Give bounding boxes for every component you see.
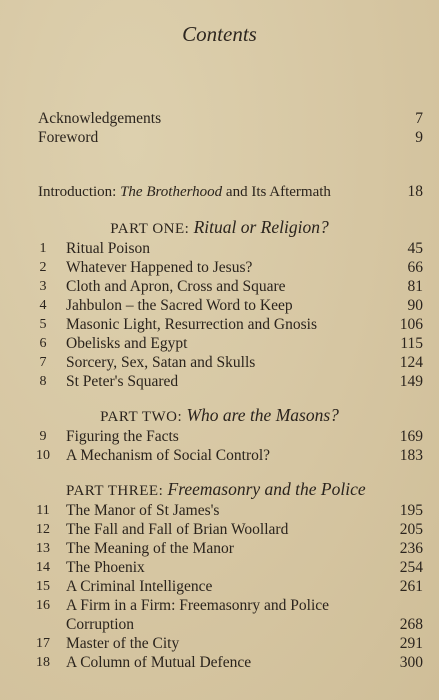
part-label: PART TWO:: [100, 409, 187, 425]
chapter-number: 7: [39, 355, 47, 370]
chapter-number: 8: [39, 374, 47, 389]
chapter-number: 4: [39, 298, 47, 313]
chapter-title: The Manor of St James's: [66, 502, 220, 519]
chapter-page: 45: [407, 240, 423, 257]
intro-prefix: Introduction:: [38, 184, 121, 200]
chapter-page: 149: [399, 373, 423, 390]
chapter-page: 169: [399, 428, 423, 445]
chapter-title: A Mechanism of Social Control?: [66, 447, 271, 464]
entry-title: Foreword: [38, 129, 99, 146]
chapter-number: 10: [36, 448, 50, 463]
chapter-page: 300: [399, 654, 423, 671]
chapter-page: 236: [399, 540, 423, 557]
entry-page: 7: [415, 110, 423, 127]
chapter-title-line2: Corruption: [66, 616, 135, 633]
part-title: Who are the Masons?: [186, 405, 339, 425]
chapter-title: Ritual Poison: [66, 240, 150, 257]
part-title: Freemasonry and the Police: [167, 479, 366, 499]
intro-italic: The Brotherhood: [120, 184, 223, 200]
chapter-page: 81: [407, 278, 423, 295]
part-label: PART ONE:: [110, 221, 194, 237]
entry-title: [38, 183, 331, 201]
chapter-page: 261: [399, 578, 423, 595]
part-two-heading: [0, 405, 439, 426]
entry-page: 18: [407, 183, 423, 200]
chapter-page: 106: [399, 316, 423, 333]
chapter-title: The Phoenix: [66, 559, 145, 576]
part-three-heading: [66, 479, 366, 500]
entry-title: Acknowledgements: [38, 110, 162, 127]
chapter-number: 15: [36, 579, 50, 594]
chapter-page: 90: [407, 297, 423, 314]
chapter-title: Obelisks and Egypt: [66, 335, 188, 352]
chapter-title: Masonic Light, Resurrection and Gnosis: [66, 316, 317, 333]
chapter-number: 9: [39, 429, 47, 444]
part-one-heading: [0, 217, 439, 238]
chapter-number: 16: [36, 598, 50, 613]
chapter-page: 291: [399, 635, 423, 652]
chapter-title: The Fall and Fall of Brian Woollard: [66, 521, 289, 538]
chapter-number: 5: [39, 317, 47, 332]
chapter-title: Cloth and Apron, Cross and Square: [66, 278, 286, 295]
chapter-number: 17: [36, 636, 50, 651]
chapter-number: 18: [36, 655, 50, 670]
chapter-number: 6: [39, 336, 47, 351]
chapter-number: 2: [39, 260, 47, 275]
chapter-page: 195: [399, 502, 423, 519]
chapter-title: A Column of Mutual Defence: [66, 654, 252, 671]
chapter-page: 66: [407, 259, 423, 276]
chapter-title: The Meaning of the Manor: [66, 540, 234, 557]
chapter-title: A Criminal Intelligence: [66, 578, 213, 595]
chapter-title: Sorcery, Sex, Satan and Skulls: [66, 354, 256, 371]
chapter-page: 115: [400, 335, 423, 352]
chapter-number: 12: [36, 522, 50, 537]
chapter-title: Figuring the Facts: [66, 428, 179, 445]
chapter-title: St Peter's Squared: [66, 373, 179, 390]
page-title: Contents: [182, 22, 257, 46]
chapter-title: Whatever Happened to Jesus?: [66, 259, 253, 276]
chapter-number: 14: [36, 560, 50, 575]
chapter-page: 124: [399, 354, 423, 371]
chapter-number: 1: [39, 241, 47, 256]
chapter-title: Master of the City: [66, 635, 180, 652]
chapter-page: 205: [399, 521, 423, 538]
chapter-page: 254: [399, 559, 423, 576]
chapter-number: 3: [39, 279, 47, 294]
intro-suffix: and Its Aftermath: [222, 184, 331, 200]
chapter-page: 183: [399, 447, 423, 464]
chapter-page: 268: [399, 616, 423, 633]
chapter-number: 13: [36, 541, 50, 556]
entry-page: 9: [415, 129, 423, 146]
chapter-number: 11: [36, 503, 50, 518]
part-label: PART THREE:: [66, 483, 168, 499]
chapter-title: A Firm in a Firm: Freemasonry and Police: [66, 597, 330, 614]
chapter-title: Jahbulon – the Sacred Word to Keep: [66, 297, 293, 314]
part-title: Ritual or Religion?: [193, 217, 329, 237]
